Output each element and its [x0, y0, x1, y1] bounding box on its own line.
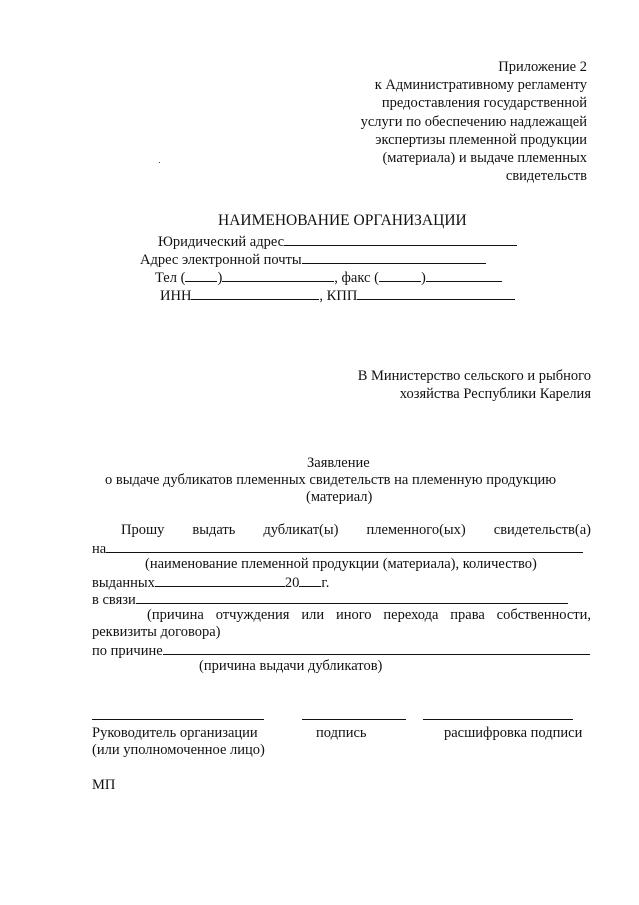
tel-label: Тел (	[155, 270, 186, 286]
inn-field[interactable]	[191, 285, 319, 300]
issued-label: выданных	[92, 575, 155, 591]
legal-address-label: Юридический адрес	[158, 234, 285, 250]
email-label: Адрес электронной почты	[140, 252, 302, 268]
tel-close: )	[217, 270, 223, 286]
fax-close: )	[420, 270, 426, 286]
reason-hint-word: отчуждения	[215, 607, 290, 623]
legal-address-line	[158, 231, 517, 251]
tel-fax-line	[155, 267, 502, 287]
email-field[interactable]	[302, 249, 486, 264]
kpp-label: , КПП	[319, 288, 358, 304]
appendix-line: свидетельств	[505, 168, 587, 185]
head-signature-line[interactable]	[92, 719, 264, 720]
reason-hint-word: права	[450, 607, 485, 623]
cause-label: по причине	[92, 643, 163, 659]
inn-label: ИНН	[160, 288, 192, 304]
year-prefix: 20	[284, 575, 300, 591]
cause-hint: (причина выдачи дубликатов)	[199, 658, 383, 674]
appendix-line: (материала) и выдаче племенных	[382, 150, 587, 167]
sign-label: подпись	[316, 725, 367, 741]
tel-code-field[interactable]	[185, 267, 217, 282]
appendix-line: Приложение 2	[498, 59, 587, 75]
kpp-field[interactable]	[357, 285, 515, 300]
fax-code-field[interactable]	[379, 267, 421, 282]
appendix-line: услуги по обеспечению надлежащей	[360, 113, 587, 130]
reason-hint-word: или	[301, 607, 325, 623]
year-suffix: г.	[321, 575, 330, 591]
sign-line[interactable]	[302, 719, 406, 720]
year-field[interactable]	[299, 572, 321, 587]
reason-hint	[147, 606, 591, 624]
request-word: свидетельств(а)	[493, 522, 591, 538]
appendix-line: предоставления государственной	[381, 95, 587, 112]
on-label: на	[92, 541, 107, 557]
due-label: в связи	[92, 592, 136, 608]
reason-hint-word: (причина	[147, 607, 204, 623]
request-word: племенного(ых)	[366, 522, 466, 538]
statement-title: Заявление	[307, 455, 370, 471]
org-name: НАИМЕНОВАНИЕ ОРГАНИЗАЦИИ	[218, 212, 467, 229]
cause-field[interactable]	[163, 640, 590, 655]
reason-hint-word: иного	[335, 607, 372, 623]
addressee-block	[291, 367, 591, 403]
email-line	[140, 249, 486, 269]
decode-line[interactable]	[423, 719, 573, 720]
statement-subtitle: о выдаче дубликатов племенных свидетельств на племенную продукцию	[105, 472, 557, 488]
stamp-label: МП	[92, 777, 116, 793]
scan-speck	[159, 162, 160, 163]
head-label-2: (или уполномоченное лицо)	[92, 742, 265, 758]
decode-label: расшифровка подписи	[444, 725, 583, 741]
product-hint: (наименование племенной продукции (материала), количество)	[145, 556, 537, 572]
product-field[interactable]	[106, 538, 583, 553]
addressee-line: хозяйства Республики Карелия	[399, 386, 591, 402]
reason-hint-word: собственности,	[496, 607, 591, 623]
reason-hint-word: перехода	[383, 607, 439, 623]
appendix-block	[227, 58, 587, 185]
addressee-line: В Министерство сельского и рыбного	[357, 368, 591, 384]
tel-field[interactable]	[222, 267, 334, 282]
due-field[interactable]	[136, 589, 568, 604]
issued-field[interactable]	[155, 572, 285, 587]
inn-kpp-line	[160, 285, 515, 305]
request-word: дубликат(ы)	[263, 522, 339, 538]
fax-field[interactable]	[426, 267, 502, 282]
appendix-line: экспертизы племенной продукции	[375, 131, 587, 148]
request-word: выдать	[192, 522, 236, 538]
appendix-line: к Административному регламенту	[374, 77, 587, 94]
request-word: Прошу	[121, 522, 165, 538]
request-line	[121, 521, 591, 539]
head-label: Руководитель организации	[92, 725, 258, 741]
fax-label: , факс (	[334, 270, 379, 286]
legal-address-field[interactable]	[284, 231, 517, 246]
reason-hint-2: реквизиты договора)	[92, 624, 221, 640]
statement-subtitle-2: (материал)	[306, 489, 373, 505]
